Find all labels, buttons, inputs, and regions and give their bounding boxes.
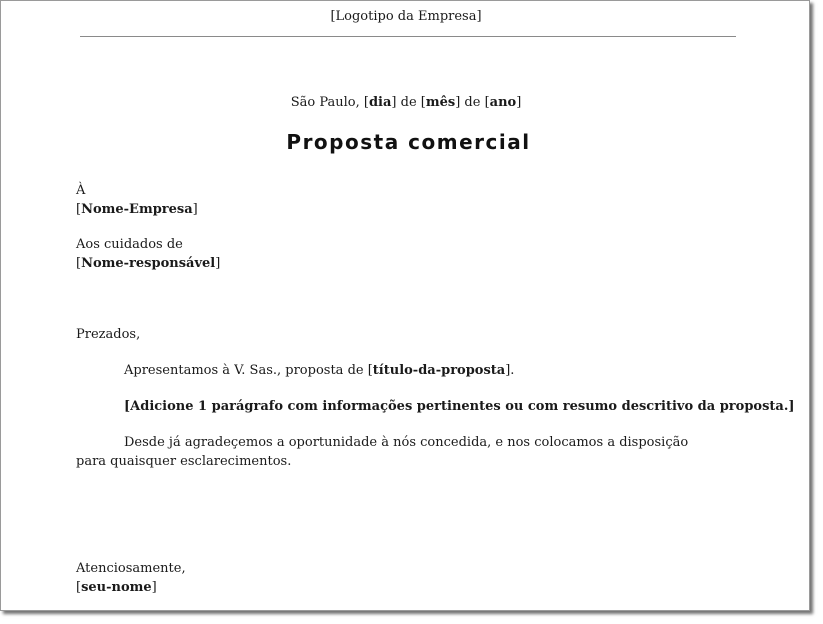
month-close-bracket: ] xyxy=(455,95,461,110)
day-placeholder: dia xyxy=(368,95,392,110)
month-placeholder: mês xyxy=(425,95,456,110)
recipient-block xyxy=(76,182,198,219)
de-text-2: de xyxy=(460,95,485,110)
recipient-to-label: À xyxy=(76,183,86,198)
city-date-line xyxy=(1,94,810,112)
intro-text: Apresentamos à V. Sas., proposta de xyxy=(124,363,368,378)
day-close-bracket: ] xyxy=(391,95,397,110)
city-text: São Paulo, xyxy=(290,95,360,110)
recipient-company-line xyxy=(76,201,198,220)
closing-block xyxy=(76,560,186,597)
year-placeholder: ano xyxy=(489,95,517,110)
signature-line xyxy=(76,579,186,598)
company-close-bracket: ] xyxy=(192,201,198,217)
de-text-1: de xyxy=(396,95,421,110)
year-open-bracket: [ xyxy=(484,95,490,110)
responsible-open-bracket: [ xyxy=(76,255,82,271)
company-open-bracket: [ xyxy=(76,201,82,217)
month-open-bracket: [ xyxy=(420,95,426,110)
document-title: Proposta comercial xyxy=(286,130,531,154)
salutation: Prezados, xyxy=(76,327,141,342)
responsible-line xyxy=(76,255,220,274)
company-logo-placeholder: [Logotipo da Empresa] xyxy=(330,9,482,24)
signature-close-bracket: ] xyxy=(151,579,157,595)
proposal-title-open-bracket: [ xyxy=(367,363,373,378)
thanks-paragraph: Desde já agradeçemos a oportunidade à nós concedida, e nos colocamos a disposição para quaisquer esclarecimentos. xyxy=(76,435,689,469)
summary-paragraph-placeholder: [Adicione 1 parágrafo com informações pertinentes ou com resumo descritivo da proposta.] xyxy=(124,399,795,414)
header-divider xyxy=(80,36,736,37)
proposal-title-close-bracket: ]. xyxy=(505,363,515,378)
year-close-bracket: ] xyxy=(516,95,522,110)
care-of-block xyxy=(76,236,220,273)
care-of-label: Aos cuidados de xyxy=(76,237,183,252)
day-open-bracket: [ xyxy=(363,95,369,110)
regards-text: Atenciosamente, xyxy=(76,561,186,576)
signature-placeholder: seu-nome xyxy=(81,579,152,595)
responsible-close-bracket: ] xyxy=(215,255,221,271)
company-placeholder: Nome-Empresa xyxy=(81,201,193,217)
proposal-title-placeholder: título-da-proposta xyxy=(372,363,506,378)
intro-paragraph xyxy=(124,362,514,381)
responsible-placeholder: Nome-responsável xyxy=(81,255,216,271)
signature-open-bracket: [ xyxy=(76,579,82,595)
